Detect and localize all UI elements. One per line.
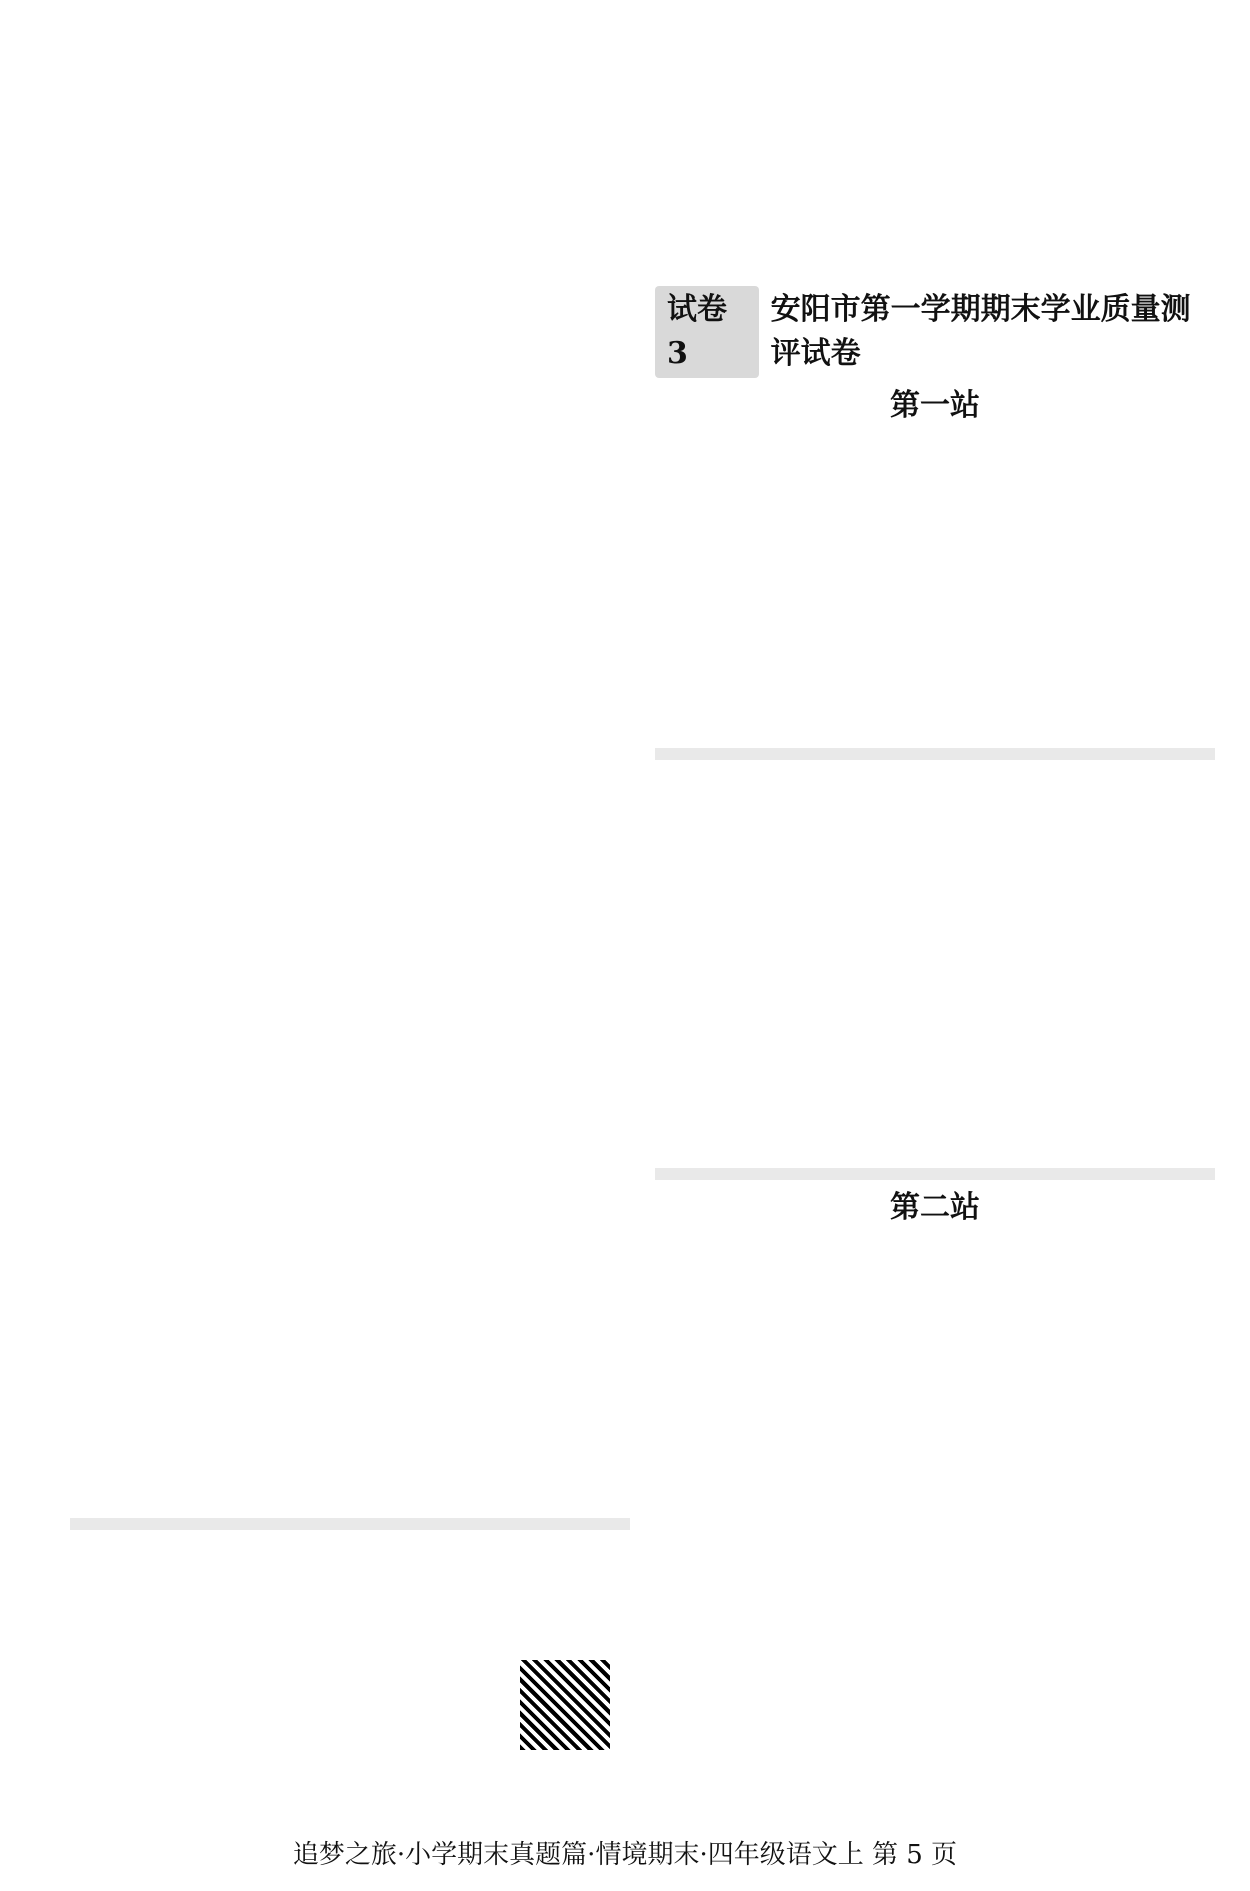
text-line [70, 1468, 630, 1512]
text-line [655, 1074, 1215, 1118]
text-line [70, 632, 630, 676]
page-footer: 追梦之旅·小学期末真题篇·情境期末·四年级语文上 第 5 页 [292, 1840, 958, 1870]
text-line [655, 898, 1215, 942]
text-line [655, 1324, 1215, 1368]
text-line [655, 60, 1215, 104]
text-line [70, 764, 630, 808]
extension-box [655, 748, 1215, 760]
text-line [70, 324, 630, 368]
text-line [655, 522, 1215, 566]
text-line [70, 1336, 630, 1380]
text-line [70, 192, 630, 236]
qr-code[interactable] [520, 1660, 610, 1750]
exam-tag: 试卷 3 [655, 286, 759, 378]
text-line [655, 854, 1215, 898]
right-column [655, 60, 1215, 1588]
text-line [655, 1412, 1215, 1456]
text-line [70, 1072, 630, 1116]
left-column [70, 60, 630, 1668]
text-line [70, 456, 630, 500]
text-line [655, 1368, 1215, 1412]
text-line [655, 1118, 1215, 1162]
section-heading: 第二站 [890, 1190, 980, 1225]
text-line [655, 236, 1215, 280]
text-line [655, 654, 1215, 698]
text-line [70, 1580, 510, 1624]
exam-title: 安阳市第一学期期末学业质量测评试卷 [770, 292, 1191, 371]
text-line [655, 610, 1215, 654]
text-line [655, 478, 1215, 522]
text-line [655, 1500, 1215, 1544]
text-line [70, 368, 630, 412]
text-line [70, 676, 630, 720]
text-line [655, 1236, 1215, 1280]
section-heading: 第一站 [890, 388, 980, 423]
right-end-lines [655, 1236, 1215, 1588]
text-line [70, 896, 630, 940]
text-line [70, 852, 630, 896]
text-line [655, 148, 1215, 192]
text-line [655, 810, 1215, 854]
text-line [655, 1544, 1215, 1588]
text-line [70, 60, 630, 104]
text-line [70, 1160, 630, 1204]
text-line [70, 1536, 510, 1580]
text-line [70, 148, 630, 192]
text-line [70, 544, 630, 588]
text-line [70, 236, 630, 280]
text-line [655, 766, 1215, 810]
text-line [655, 104, 1215, 148]
text-line [70, 104, 630, 148]
text-line [655, 1456, 1215, 1500]
text-line [70, 500, 630, 544]
text-line [70, 588, 630, 632]
text-line [70, 1624, 510, 1668]
text-line [655, 1280, 1215, 1324]
text-line [655, 1030, 1215, 1074]
text-line [70, 1292, 630, 1336]
text-line [655, 434, 1215, 478]
writing-prompt [70, 1536, 510, 1668]
right-top-lines [655, 60, 1215, 280]
text-line [655, 566, 1215, 610]
vocab-box [655, 1168, 1215, 1180]
text-line [655, 698, 1215, 742]
text-line [70, 984, 630, 1028]
text-line [70, 1248, 630, 1292]
text-line [70, 720, 630, 764]
right-mid2-lines [655, 766, 1215, 1162]
text-line [70, 1116, 630, 1160]
text-line [655, 192, 1215, 236]
exam-header [655, 286, 1215, 378]
text-line [70, 412, 630, 456]
text-line [70, 808, 630, 852]
text-line [70, 940, 630, 984]
text-line [70, 1424, 630, 1468]
text-line [70, 1204, 630, 1248]
right-mid-lines [655, 434, 1215, 742]
text-line [655, 986, 1215, 1030]
text-line [70, 1028, 630, 1072]
reference-box [70, 1518, 630, 1530]
left-lines [70, 60, 630, 1512]
text-line [70, 1380, 630, 1424]
text-line [655, 942, 1215, 986]
text-line [70, 280, 630, 324]
